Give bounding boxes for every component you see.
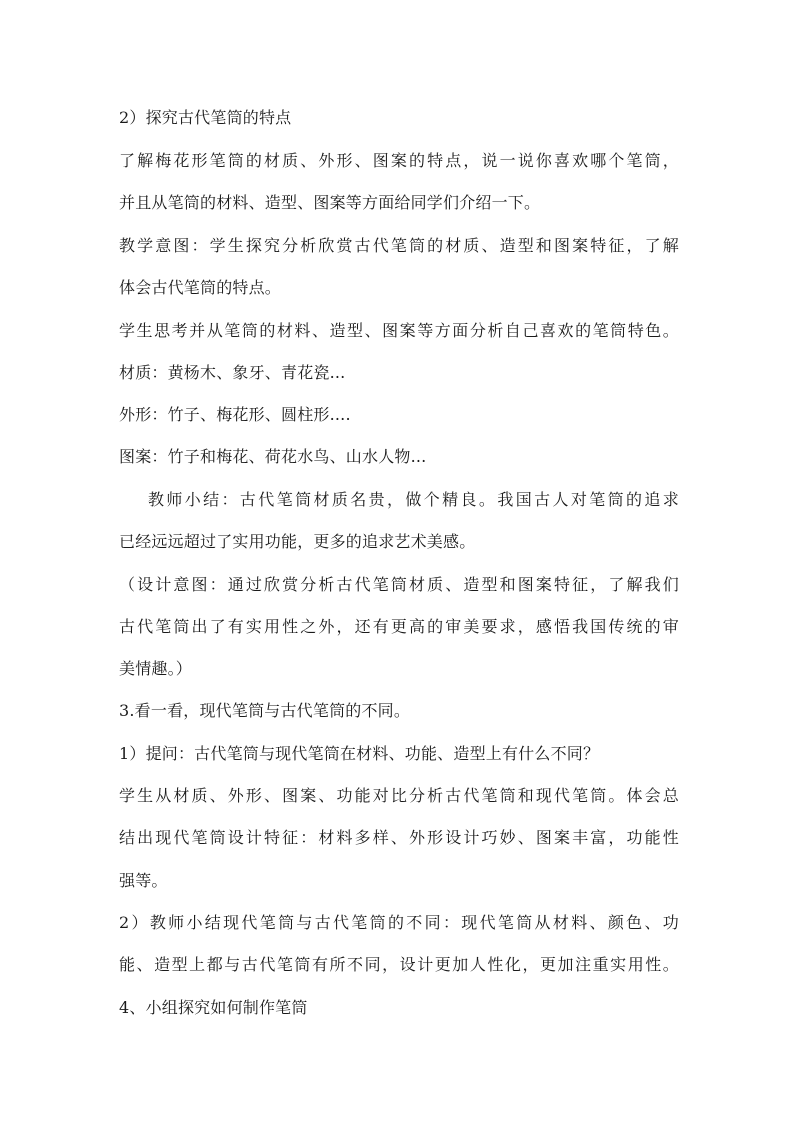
paragraph-line: 并且从笔筒的材料、造型、图案等方面给同学们介绍一下。 xyxy=(119,193,541,212)
paragraph-line: 2）教师小结现代笔筒与古代笔筒的不同：现代笔筒从材料、颜色、功 xyxy=(119,913,679,932)
section-heading-modern-vs-ancient: 3.看一看，现代笔筒与古代笔筒的不同。 xyxy=(119,701,411,720)
paragraph-line: 强等。 xyxy=(119,871,168,890)
list-item-pattern: 图案：竹子和梅花、荷花水鸟、山水人物... xyxy=(119,447,427,466)
paragraph-line: 体会古代笔筒的特点。 xyxy=(119,278,282,297)
list-item-shape: 外形：竹子、梅花形、圆柱形.... xyxy=(119,405,351,424)
paragraph-line: 教学意图：学生探究分析欣赏古代笔筒的材质、造型和图案特征，了解 xyxy=(119,236,679,255)
paragraph-line: 教师小结：古代笔筒材质名贵，做个精良。我国古人对笔筒的追求 xyxy=(148,490,679,509)
paragraph-line: 学生思考并从笔筒的材料、造型、图案等方面分析自己喜欢的笔筒特色。 xyxy=(119,321,679,340)
paragraph-line: 已经远远超过了实用功能，更多的追求艺术美感。 xyxy=(119,532,476,551)
paragraph-line: （设计意图：通过欣赏分析古代笔筒材质、造型和图案特征，了解我们 xyxy=(119,575,679,594)
paragraph-line: 学生从材质、外形、图案、功能对比分析古代笔筒和现代笔筒。体会总 xyxy=(119,786,679,805)
paragraph-line: 能、造型上都与古代笔筒有所不同，设计更加人性化，更加注重实用性。 xyxy=(119,955,679,974)
paragraph-line: 美情趣。） xyxy=(119,659,193,678)
paragraph-line: 结出现代笔筒设计特征：材料多样、外形设计巧妙、图案丰富，功能性 xyxy=(119,828,679,847)
subheading-explore-ancient: 2）探究古代笔筒的特点 xyxy=(119,108,292,127)
paragraph-line: 1）提问：古代笔筒与现代笔筒在材料、功能、造型上有什么不同？ xyxy=(119,744,600,763)
list-item-material: 材质：黄杨木、象牙、青花瓷... xyxy=(119,363,346,382)
paragraph-line: 了解梅花形笔筒的材质、外形、图案的特点，说一说你喜欢哪个笔筒， xyxy=(119,151,679,170)
section-heading-group-explore: 4、小组探究如何制作笔筒 xyxy=(119,998,308,1017)
paragraph-line: 古代笔筒出了有实用性之外，还有更高的审美要求，感悟我国传统的审 xyxy=(119,617,679,636)
